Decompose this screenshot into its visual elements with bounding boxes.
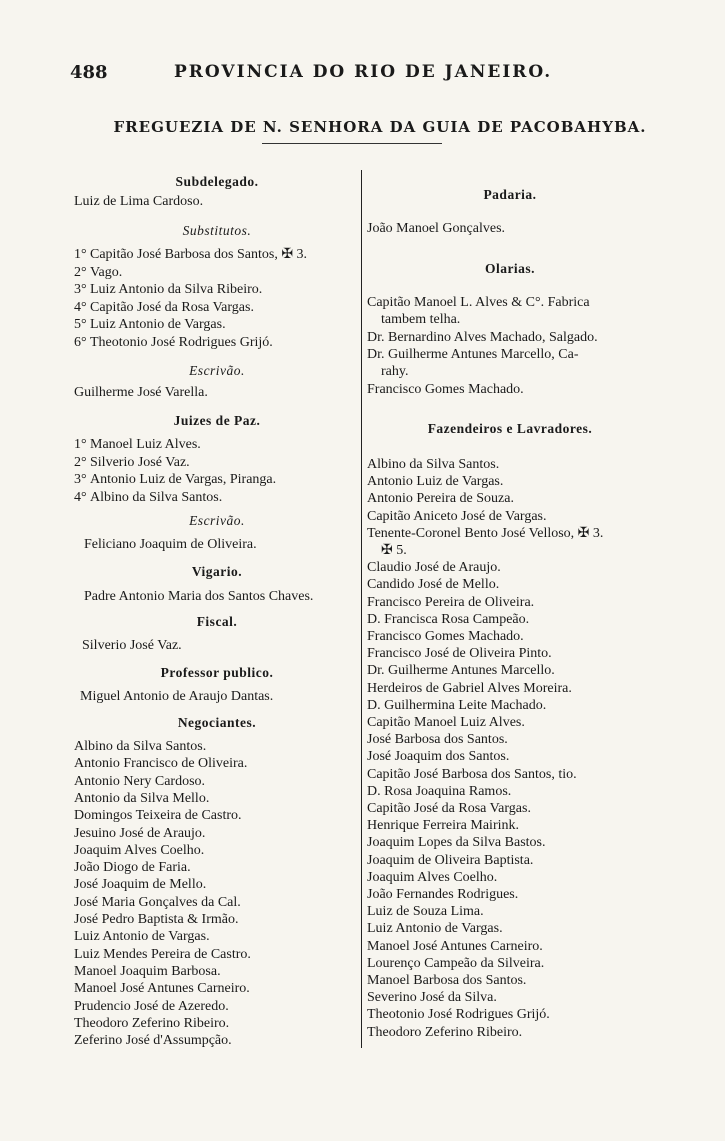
list-item: Luiz Antonio de Vargas. xyxy=(367,921,503,937)
list-item: D. Guilhermina Leite Machado. xyxy=(367,697,547,713)
olarias-heading: Olarias. xyxy=(484,261,536,276)
list-item: Francisco Pereira de Oliveira. xyxy=(367,594,535,610)
escrivao-2-name: Feliciano Joaquim de Oliveira. xyxy=(84,537,257,552)
list-item: Zeferino José d'Assumpção. xyxy=(74,1033,232,1049)
list-item xyxy=(74,264,122,281)
list-item: Manoel Barbosa dos Santos. xyxy=(367,973,527,988)
list-item: Theodoro Zeferino Ribeiro. xyxy=(367,1024,523,1040)
list-item-text: Vago. xyxy=(90,264,123,280)
list-item: Severino José da Silva. xyxy=(367,990,497,1006)
list-item: José Pedro Baptista & Irmão. xyxy=(74,912,239,927)
section-title: FREGUEZIA DE N. SENHORA DA GUIA DE PACOBAHYBA. xyxy=(113,118,647,136)
list-item-text: Theotonio José Rodrigues Grijó. xyxy=(90,334,273,350)
list-item xyxy=(74,454,190,471)
list-item: Albino da Silva Santos. xyxy=(74,739,207,754)
list-item: Capitão José Barbosa dos Santos, tio. xyxy=(367,766,577,782)
list-item-number: 3° xyxy=(74,472,87,487)
list-item: D. Rosa Joaquina Ramos. xyxy=(367,783,512,799)
list-item: Henrique Ferreira Mairink. xyxy=(367,818,519,834)
professor-name: Miguel Antonio de Araujo Dantas. xyxy=(80,689,274,704)
list-item: Dr. Guilherme Antunes Marcello. xyxy=(367,663,555,679)
list-item: Dr. Guilherme Antunes Marcello, Ca- xyxy=(367,346,579,362)
subdelegado-name: Luiz de Lima Cardoso. xyxy=(74,194,204,209)
list-item: Francisco José de Oliveira Pinto. xyxy=(367,646,552,662)
list-item-text: Capitão José Barbosa dos Santos, ✠ 3. xyxy=(90,247,308,262)
list-item-number: 4° xyxy=(74,299,87,315)
list-item: tambem telha. xyxy=(381,312,461,328)
list-item xyxy=(74,281,262,298)
list-item: Capitão José da Rosa Vargas. xyxy=(367,801,531,816)
list-item: rahy. xyxy=(381,364,409,380)
list-item-text: Antonio Luiz de Vargas, Piranga. xyxy=(90,472,277,487)
list-item: ✠ 5. xyxy=(381,543,407,558)
title-underline xyxy=(262,143,442,144)
list-item-text: Luiz Antonio da Silva Ribeiro. xyxy=(90,282,263,297)
list-item xyxy=(74,299,254,316)
list-item-text: Manoel Luiz Alves. xyxy=(90,437,201,452)
list-item: Antonio da Silva Mello. xyxy=(74,790,210,806)
list-item: Antonio Francisco de Oliveira. xyxy=(74,756,248,772)
list-item: Luiz Mendes Pereira de Castro. xyxy=(74,946,251,962)
list-item: Manoel José Antunes Carneiro. xyxy=(74,981,250,997)
list-item xyxy=(74,316,226,333)
list-item: Manoel José Antunes Carneiro. xyxy=(367,938,543,954)
list-item: Lourenço Campeão da Silveira. xyxy=(367,955,545,971)
list-item: Capitão Aniceto José de Vargas. xyxy=(367,508,547,524)
column-divider xyxy=(361,170,362,1048)
padaria-name: João Manoel Gonçalves. xyxy=(367,221,506,236)
padaria-heading: Padaria. xyxy=(483,187,537,202)
list-item-number: 4° xyxy=(74,489,87,505)
list-item: José Maria Gonçalves da Cal. xyxy=(74,894,241,910)
list-item: João Diogo de Faria. xyxy=(74,860,191,876)
list-item: José Barbosa dos Santos. xyxy=(367,732,508,748)
negociantes-heading: Negociantes. xyxy=(177,715,257,730)
list-item: Luiz Antonio de Vargas. xyxy=(74,929,210,945)
list-item: Dr. Bernardino Alves Machado, Salgado. xyxy=(367,329,598,345)
list-item-number: 2° xyxy=(74,454,87,470)
list-item: Domingos Teixeira de Castro. xyxy=(74,808,242,824)
list-item: Capitão Manoel L. Alves & C°. Fabrica xyxy=(367,295,590,310)
list-item: Albino da Silva Santos. xyxy=(367,457,500,472)
escrivao-heading: Escrivão. xyxy=(189,363,245,378)
substitutos-heading: Substitutos. xyxy=(182,223,252,238)
list-item xyxy=(74,471,276,488)
list-item: João Fernandes Rodrigues. xyxy=(367,887,519,902)
list-item-text: Capitão José da Rosa Vargas. xyxy=(90,299,254,315)
vigario-heading: Vigario. xyxy=(191,564,243,579)
list-item-text: Luiz Antonio de Vargas. xyxy=(90,317,226,332)
list-item-number: 6° xyxy=(74,334,87,350)
list-item: José Joaquim de Mello. xyxy=(74,877,207,893)
list-item: Luiz de Souza Lima. xyxy=(367,904,484,920)
fiscal-name: Silverio José Vaz. xyxy=(82,638,182,653)
list-item xyxy=(74,334,273,351)
list-item: Antonio Luiz de Vargas. xyxy=(367,474,504,490)
list-item: Candido José de Mello. xyxy=(367,577,500,593)
list-item xyxy=(74,436,201,453)
list-item: Antonio Pereira de Souza. xyxy=(367,491,514,507)
list-item-text: Silverio José Vaz. xyxy=(90,454,190,470)
list-item: Manoel Joaquim Barbosa. xyxy=(74,963,221,979)
list-item: Joaquim Lopes da Silva Bastos. xyxy=(367,835,546,851)
page-number: 488 xyxy=(70,62,108,83)
list-item: Prudencio José de Azeredo. xyxy=(74,998,229,1014)
list-item-number: 1° xyxy=(74,437,87,452)
page-header xyxy=(70,62,670,88)
list-item-number: 5° xyxy=(74,317,87,332)
list-item: Tenente-Coronel Bento José Velloso, ✠ 3. xyxy=(367,525,604,541)
list-item: Theotonio José Rodrigues Grijó. xyxy=(367,1007,550,1023)
list-item: Francisco Gomes Machado. xyxy=(367,629,524,644)
list-item: Joaquim Alves Coelho. xyxy=(367,869,498,885)
list-item: Antonio Nery Cardoso. xyxy=(74,773,206,789)
list-item: D. Francisca Rosa Campeão. xyxy=(367,611,530,627)
list-item: Joaquim de Oliveira Baptista. xyxy=(367,852,534,868)
escrivao-2-heading: Escrivão. xyxy=(189,513,245,528)
list-item: Herdeiros de Gabriel Alves Moreira. xyxy=(367,680,572,696)
list-item-number: 2° xyxy=(74,264,87,280)
list-item: Francisco Gomes Machado. xyxy=(367,381,524,397)
vigario-name: Padre Antonio Maria dos Santos Chaves. xyxy=(84,589,314,604)
list-item: Joaquim Alves Coelho. xyxy=(74,842,205,858)
list-item: Jesuino José de Araujo. xyxy=(74,825,206,841)
list-item xyxy=(74,489,222,506)
list-item-number: 1° xyxy=(74,247,87,262)
list-item-number: 3° xyxy=(74,282,87,297)
list-item: Capitão Manoel Luiz Alves. xyxy=(367,715,525,730)
running-title: PROVINCIA DO RIO DE JANEIRO. xyxy=(174,62,553,82)
professor-heading: Professor publico. xyxy=(160,665,274,680)
list-item: Theodoro Zeferino Ribeiro. xyxy=(74,1015,230,1031)
fiscal-heading: Fiscal. xyxy=(196,614,238,629)
list-item-text: Albino da Silva Santos. xyxy=(90,489,223,505)
list-item: José Joaquim dos Santos. xyxy=(367,749,510,765)
juizes-heading: Juizes de Paz. xyxy=(173,413,261,428)
list-item: Claudio José de Araujo. xyxy=(367,560,501,576)
subdelegado-heading: Subdelegado. xyxy=(175,174,259,189)
list-item xyxy=(74,246,307,263)
fazendeiros-heading: Fazendeiros e Lavradores. xyxy=(427,421,593,436)
escrivao-name: Guilherme José Varella. xyxy=(74,385,208,400)
